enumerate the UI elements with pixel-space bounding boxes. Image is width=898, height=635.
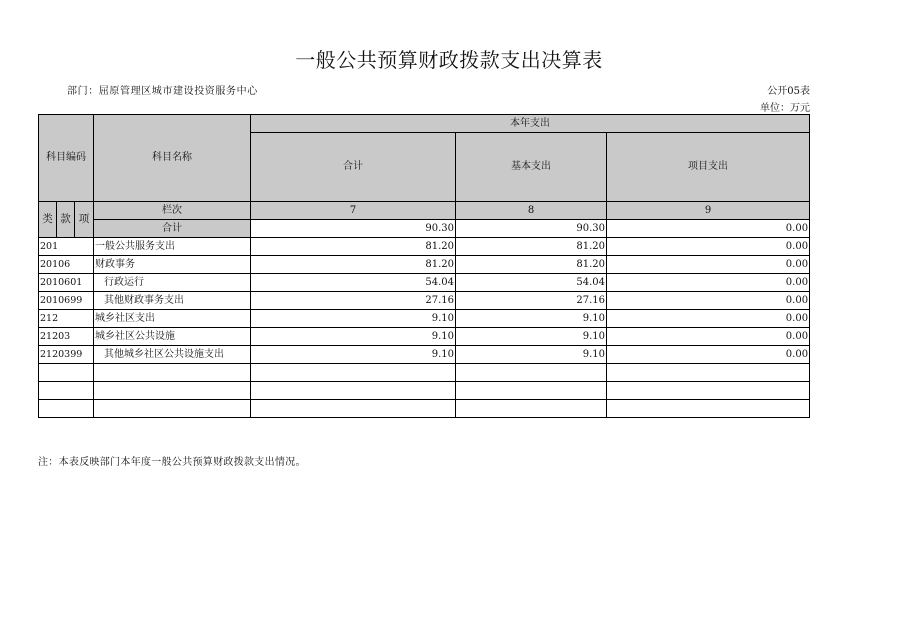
empty-cell <box>251 400 456 418</box>
header-lei: 类 <box>39 202 57 238</box>
row-basic: 27.16 <box>456 292 607 310</box>
total-row-project: 0.00 <box>607 220 810 238</box>
row-total: 9.10 <box>251 310 456 328</box>
empty-cell <box>94 382 251 400</box>
table-row <box>39 310 810 328</box>
row-name: 一般公共服务支出 <box>94 238 251 256</box>
header-basic: 基本支出 <box>456 133 607 202</box>
empty-cell <box>94 364 251 382</box>
row-total: 81.20 <box>251 256 456 274</box>
row-basic: 9.10 <box>456 346 607 364</box>
table-row <box>39 238 810 256</box>
row-basic: 81.20 <box>456 238 607 256</box>
row-code: 212 <box>39 310 94 328</box>
total-row-total: 90.30 <box>251 220 456 238</box>
total-row-label: 合计 <box>94 220 251 238</box>
empty-row <box>39 400 810 418</box>
department-label: 部门：屈原管理区城市建设投资服务中心 <box>67 86 258 97</box>
row-project: 0.00 <box>607 346 810 364</box>
unit-label: 单位：万元 <box>760 103 810 114</box>
header-xiang: 项 <box>75 202 94 238</box>
table-row <box>39 328 810 346</box>
header-current-year: 本年支出 <box>251 115 810 133</box>
row-total: 9.10 <box>251 328 456 346</box>
header-subject-code: 科目编码 <box>39 115 94 202</box>
row-total: 9.10 <box>251 346 456 364</box>
column-no-project: 9 <box>607 202 810 220</box>
table-row <box>39 346 810 364</box>
empty-row <box>39 364 810 382</box>
empty-cell <box>607 400 810 418</box>
row-code: 2120399 <box>39 346 94 364</box>
table-row <box>39 292 810 310</box>
total-row <box>39 220 810 238</box>
table-row <box>39 274 810 292</box>
row-basic: 54.04 <box>456 274 607 292</box>
footnote: 注：本表反映部门本年度一般公共预算财政拨款支出情况。 <box>38 457 306 468</box>
row-name: 城乡社区支出 <box>94 310 251 328</box>
row-code: 2010699 <box>39 292 94 310</box>
row-project: 0.00 <box>607 310 810 328</box>
empty-cell <box>39 382 94 400</box>
row-code: 201 <box>39 238 94 256</box>
column-no-total: 7 <box>251 202 456 220</box>
page-title: 一般公共预算财政拨款支出决算表 <box>295 48 603 72</box>
row-total: 81.20 <box>251 238 456 256</box>
row-basic: 9.10 <box>456 328 607 346</box>
row-project: 0.00 <box>607 274 810 292</box>
empty-cell <box>607 364 810 382</box>
empty-cell <box>456 364 607 382</box>
row-name: 其他财政事务支出 <box>94 292 251 310</box>
row-code: 2010601 <box>39 274 94 292</box>
header-project: 项目支出 <box>607 133 810 202</box>
empty-row <box>39 382 810 400</box>
empty-cell <box>39 400 94 418</box>
row-name: 其他城乡社区公共设施支出 <box>94 346 251 364</box>
row-project: 0.00 <box>607 292 810 310</box>
row-code: 21203 <box>39 328 94 346</box>
row-basic: 81.20 <box>456 256 607 274</box>
expenditure-table <box>38 114 810 418</box>
empty-cell <box>607 382 810 400</box>
row-project: 0.00 <box>607 256 810 274</box>
row-total: 54.04 <box>251 274 456 292</box>
row-project: 0.00 <box>607 328 810 346</box>
table-row <box>39 256 810 274</box>
row-name: 财政事务 <box>94 256 251 274</box>
empty-cell <box>251 382 456 400</box>
empty-cell <box>94 400 251 418</box>
empty-cell <box>456 400 607 418</box>
row-total: 27.16 <box>251 292 456 310</box>
row-code: 20106 <box>39 256 94 274</box>
row-project: 0.00 <box>607 238 810 256</box>
header-subject-name: 科目名称 <box>94 115 251 202</box>
header-kuan: 款 <box>57 202 75 238</box>
column-no-basic: 8 <box>456 202 607 220</box>
header-total: 合计 <box>251 133 456 202</box>
header-column-no: 栏次 <box>94 202 251 220</box>
form-number: 公开05表 <box>767 86 810 97</box>
row-name: 行政运行 <box>94 274 251 292</box>
row-basic: 9.10 <box>456 310 607 328</box>
empty-cell <box>456 382 607 400</box>
total-row-basic: 90.30 <box>456 220 607 238</box>
empty-cell <box>251 364 456 382</box>
empty-cell <box>39 364 94 382</box>
row-name: 城乡社区公共设施 <box>94 328 251 346</box>
